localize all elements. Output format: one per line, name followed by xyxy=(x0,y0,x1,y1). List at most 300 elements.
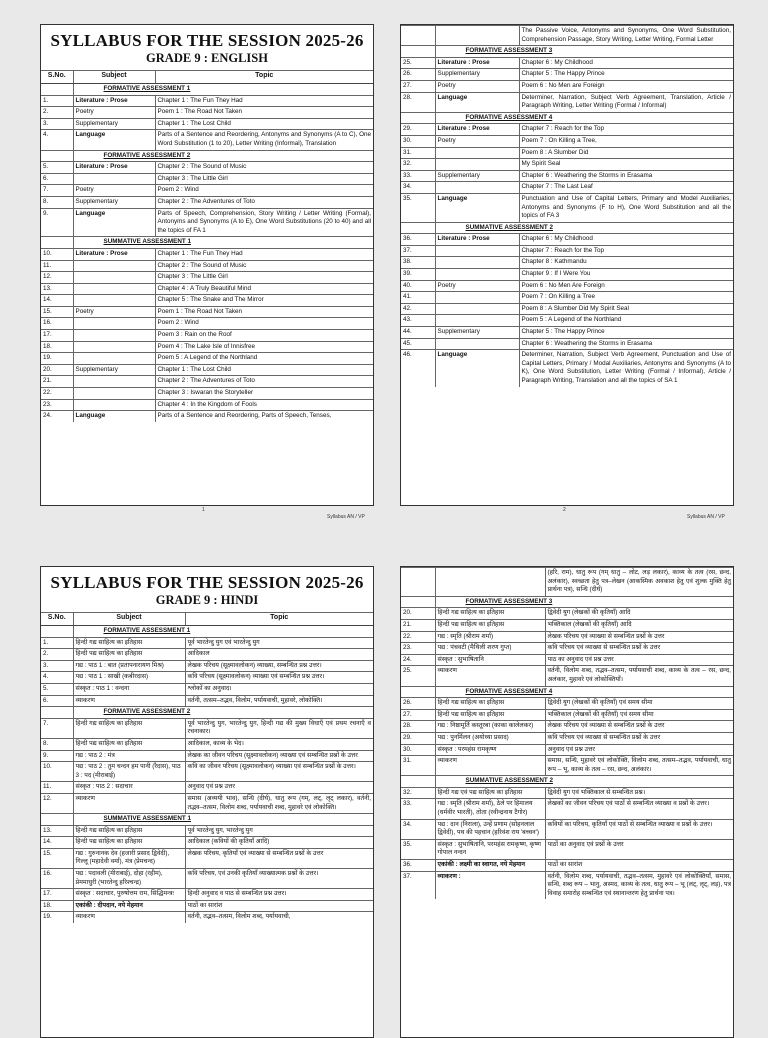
serial-number: 28. xyxy=(401,721,435,733)
table-row xyxy=(401,732,733,744)
table-row xyxy=(401,315,733,327)
table-row xyxy=(41,283,373,295)
table-row xyxy=(41,750,373,762)
serial-number: 35. xyxy=(401,839,435,859)
topic-cell: कवि परिचय, एवं उनकी कृतियाँ व्याख्यात्मक प्रश्नों के उत्तर। xyxy=(185,869,373,889)
syllabus-page-english-2 xyxy=(400,24,734,506)
table-row xyxy=(401,147,733,159)
topic-cell: पूर्व भारतेन्दु युग, भारतेन्दु युग xyxy=(185,825,373,837)
subject-cell: गद्य : पाठ 2 : मंत्र xyxy=(73,750,185,762)
header-subject: Subject xyxy=(73,71,155,84)
topic-cell: पाठों का सारांश xyxy=(185,900,373,912)
serial-number: 18. xyxy=(41,341,73,353)
syllabus-table xyxy=(41,70,373,422)
topic-cell: Chapter 1 : The Fun They Had xyxy=(155,95,373,107)
serial-number: 17. xyxy=(41,330,73,342)
serial-number: 20. xyxy=(401,608,435,620)
topic-cell: हिन्दी अनुवाद व पाठ से सम्बन्धित प्रश्न उत्तर। xyxy=(185,889,373,901)
topic-cell: लेखक परिचय, कृतियाँ एवं व्याख्या से सम्बन्धित प्रश्नों के उत्तर xyxy=(185,848,373,868)
table-row xyxy=(401,135,733,147)
table-row xyxy=(41,162,373,174)
subject-cell: पद्य : पाठ 1 : साखी (कबीरदास) xyxy=(73,672,185,684)
subject-cell: हिन्दी गद्य साहित्य का इतिहास xyxy=(73,637,185,649)
serial-number: 2. xyxy=(41,107,73,119)
serial-number: 13. xyxy=(41,825,73,837)
table-row xyxy=(41,399,373,411)
topic-cell: श्लोकों का अनुवाद। xyxy=(185,683,373,695)
table-row xyxy=(41,683,373,695)
topic-cell: Chapter 3 : The Little Girl xyxy=(155,272,373,284)
subject-cell xyxy=(435,26,519,46)
section-sno-cell xyxy=(41,626,73,638)
topic-cell: Parts of a Sentence and Reordering, Antonyms and Synonyms (A to C), One Word Substitution (1 to 20), Letter Writing (Informal), Translation xyxy=(155,130,373,150)
serial-number: 9. xyxy=(41,750,73,762)
table-row xyxy=(41,718,373,738)
subject-cell: व्याकरण xyxy=(73,695,185,707)
section-heading: SUMMATIVE ASSESSMENT 2 xyxy=(435,776,733,788)
topic-cell: Poem 1 : The Road Not Taken xyxy=(155,306,373,318)
table-row xyxy=(401,292,733,304)
subject-cell: व्याकरण xyxy=(435,666,545,686)
topic-cell: Chapter 9 : If I Were You xyxy=(519,269,733,281)
table-row xyxy=(401,608,733,620)
table-row xyxy=(401,327,733,339)
topic-cell: कवि का जीवन परिचय (सूक्ष्मावलोकन) व्याख्या एवं सम्बन्धित प्रश्नों के उत्तर। xyxy=(185,762,373,782)
topic-cell: Chapter 5 : The Snake and The Mirror xyxy=(155,295,373,307)
section-heading-row xyxy=(401,596,733,608)
subject-cell xyxy=(435,568,545,597)
serial-number: 10. xyxy=(41,762,73,782)
serial-number: 18. xyxy=(41,900,73,912)
subject-cell: संस्कृत : पाठ 2 : सदाचार xyxy=(73,782,185,794)
table-row xyxy=(41,388,373,400)
topic-cell: Chapter 6 : Weathering the Storms in Erasama xyxy=(519,338,733,350)
topic-cell: Chapter 2 : The Adventures of Toto xyxy=(155,376,373,388)
serial-number: 1. xyxy=(41,95,73,107)
table-row xyxy=(41,353,373,365)
serial-number: 30. xyxy=(401,135,435,147)
syllabus-page-hindi-2 xyxy=(400,566,734,1038)
subject-cell: संस्कृत : सुभाषितानि xyxy=(435,654,545,666)
subject-cell: व्याकरण : xyxy=(435,871,545,899)
section-sno-cell xyxy=(41,150,73,162)
table-row xyxy=(41,637,373,649)
serial-number: 17. xyxy=(41,889,73,901)
page-subtitle: GRADE 9 : HINDI xyxy=(155,593,259,607)
table-row xyxy=(401,654,733,666)
section-heading-row xyxy=(401,776,733,788)
topic-cell: Chapter 7 : Reach for the Top xyxy=(519,245,733,257)
subject-cell xyxy=(435,269,519,281)
serial-number: 20. xyxy=(41,364,73,376)
serial-number: 43. xyxy=(401,315,435,327)
topic-cell: द्विवेदी युग (लेखकों की कृतियाँ) एवं समय सीमा xyxy=(545,698,733,710)
page-footer: Syllabus AN / VP xyxy=(327,514,365,520)
subject-cell xyxy=(73,353,155,365)
subject-cell: Literature : Prose xyxy=(435,124,519,136)
table-row xyxy=(41,889,373,901)
page-number: 1 xyxy=(202,507,205,513)
section-heading: FORMATIVE ASSESSMENT 1 xyxy=(73,626,373,638)
page-title: SYLLABUS FOR THE SESSION 2025-26 xyxy=(50,31,364,50)
serial-number: 7. xyxy=(41,718,73,738)
topic-cell: पूर्व भारतेन्दु युग, भारतेन्दु युग, हिन्दी गद्य की मुख्य विधाएँ एवं प्रथम रचनाएँ व रचनाकार। xyxy=(185,718,373,738)
topic-cell: Poem 1 : The Road Not Taken xyxy=(155,107,373,119)
table-row xyxy=(401,57,733,69)
serial-number: 9. xyxy=(41,208,73,237)
section-sno-cell xyxy=(401,596,435,608)
topic-cell: Poem 7 : On Killing a Tree, xyxy=(519,135,733,147)
subject-cell xyxy=(435,315,519,327)
serial-number: 24. xyxy=(41,411,73,422)
serial-number: 32. xyxy=(401,787,435,799)
table-row xyxy=(401,92,733,112)
topic-cell: द्विवेदी युग (लेखकों की कृतियाँ) आदि xyxy=(545,608,733,620)
topic-cell: Chapter 6 : My Childhood xyxy=(519,234,733,246)
subject-cell: Supplementary xyxy=(435,327,519,339)
subject-cell: Supplementary xyxy=(73,196,155,208)
topic-cell: Poem 6 : No Men Are Foreign xyxy=(519,280,733,292)
serial-number: 6. xyxy=(41,173,73,185)
serial-number: 31. xyxy=(401,147,435,159)
section-sno-cell xyxy=(41,237,73,249)
page-subtitle: GRADE 9 : ENGLISH xyxy=(146,51,268,65)
section-heading-row xyxy=(41,707,373,719)
serial-number: 37. xyxy=(401,871,435,899)
subject-cell: Poetry xyxy=(435,280,519,292)
table-row xyxy=(41,848,373,868)
syllabus-table xyxy=(401,25,733,387)
subject-cell: हिन्दी पद्य साहित्य का इतिहास xyxy=(435,709,545,721)
serial-number: 31. xyxy=(401,756,435,776)
serial-number: 4. xyxy=(41,130,73,150)
serial-number: 36. xyxy=(401,234,435,246)
topic-cell: वर्तनी, विलोम शब्द, तद्भव–तत्सम, पर्यायवाची शब्द, काव्य के तत्व – रस, छन्द, अलंकार, मुहावरे एवं लोकोक्तियाँ। xyxy=(545,666,733,686)
table-row xyxy=(41,95,373,107)
syllabus-table xyxy=(401,567,733,899)
table-row xyxy=(401,721,733,733)
topic-cell: Parts of Speech, Comprehension, Story Writing / Letter Writing (Formal), Antonyms and Synonyms (A to E), One Word Substitutions (20 to 40) and all the topics of FA 1 xyxy=(155,208,373,237)
serial-number: 16. xyxy=(41,869,73,889)
subject-cell: Literature : Prose xyxy=(435,57,519,69)
section-sno-cell xyxy=(41,84,73,96)
table-row xyxy=(41,376,373,388)
serial-number: 6. xyxy=(41,695,73,707)
topic-cell: Chapter 3 : Iswaran the Storyteller xyxy=(155,388,373,400)
subject-cell: हिन्दी गद्य साहित्य का इतिहास xyxy=(73,825,185,837)
table-row xyxy=(401,643,733,655)
serial-number: 42. xyxy=(401,303,435,315)
subject-cell xyxy=(73,318,155,330)
table-row xyxy=(401,338,733,350)
topic-cell: Chapter 7 : The Last Leaf xyxy=(519,182,733,194)
serial-number: 3. xyxy=(41,118,73,130)
section-sno-cell xyxy=(41,814,73,826)
serial-number: 25. xyxy=(401,666,435,686)
section-sno-cell xyxy=(401,112,435,124)
serial-number: 21. xyxy=(41,376,73,388)
subject-cell xyxy=(435,147,519,159)
serial-number: 5. xyxy=(41,683,73,695)
subject-cell: एकांकी : दीपदान, नये मेहमान xyxy=(73,900,185,912)
topic-cell: आदिकाल (कवियों की कृतियाँ आदि) xyxy=(185,837,373,849)
table-row xyxy=(41,825,373,837)
topic-cell: Chapter 2 : The Adventures of Toto xyxy=(155,196,373,208)
table-row xyxy=(401,257,733,269)
topic-cell: Chapter 1 : The Lost Child xyxy=(155,364,373,376)
table-row xyxy=(41,196,373,208)
section-heading-row xyxy=(401,686,733,698)
subject-cell: व्याकरण xyxy=(73,912,185,923)
serial-number: 8. xyxy=(41,196,73,208)
table-row xyxy=(401,631,733,643)
serial-number: 14. xyxy=(41,837,73,849)
table-row xyxy=(401,193,733,222)
serial-number: 27. xyxy=(401,709,435,721)
topic-cell: Chapter 4 : In the Kingdom of Fools xyxy=(155,399,373,411)
serial-number: 1. xyxy=(41,637,73,649)
table-row xyxy=(401,69,733,81)
subject-cell: व्याकरण xyxy=(73,793,185,813)
topic-cell: कवियों का परिचय, कृतियाँ एवं पाठों से सम्बन्धित व्याख्या व प्रश्नों के उत्तर। xyxy=(545,819,733,839)
subject-cell: गद्य : निष्ठामूर्ति कस्तूरबा (काका कालेलकर) xyxy=(435,721,545,733)
header-sno: S.No. xyxy=(41,71,73,84)
subject-cell: हिन्दी गद्य साहित्य का इतिहास xyxy=(435,608,545,620)
subject-cell xyxy=(435,159,519,171)
topic-cell: पाठ का अनुवाद एवं प्रश्न उत्तर xyxy=(545,654,733,666)
table-row xyxy=(401,709,733,721)
serial-number: 46. xyxy=(401,350,435,387)
subject-cell: Poetry xyxy=(435,80,519,92)
table-row xyxy=(41,272,373,284)
table-row xyxy=(41,762,373,782)
subject-cell xyxy=(73,399,155,411)
serial-number: 27. xyxy=(401,80,435,92)
topic-cell: Poem 2 : Wind xyxy=(155,185,373,197)
topic-cell: लेखक का जीवन परिचय (सूक्ष्मावलोकन) व्याख्या एवं सम्बन्धित प्रश्नों के उत्तर xyxy=(185,750,373,762)
section-heading: FORMATIVE ASSESSMENT 3 xyxy=(435,46,733,58)
header-topic: Topic xyxy=(155,71,373,84)
subject-cell: संस्कृत : सुभाषितानि, परमहंस रामकृष्ण, कृष्ण गोपाल नन्दन xyxy=(435,839,545,859)
topic-cell: Determiner, Narration, Subject Verb Agreement, Punctuation and Use of Capital Letters, Primary / Modal Auxiliaries, Antonyms and Synonyms (A to K), One Word Substitution, Letter Writing (Formal / Informal), Article / Paragraph Writing, Translation and all the topics of SA 1 xyxy=(519,350,733,387)
subject-cell: संस्कृत : सदाचार, पुरुषोत्तम राम, सिद्धिमन्त्रः xyxy=(73,889,185,901)
table-row xyxy=(401,280,733,292)
topic-cell: Poem 6 : No Men are Foreign xyxy=(519,80,733,92)
page-number: 2 xyxy=(563,507,566,513)
table-row xyxy=(41,900,373,912)
topic-cell: (हरि, राम), धातु रूप (गम् धातु – लोट, लड़ लकार), काव्य के तत्व (रस, छन्द, अलंकार), स्वच्छता हेतु पत्र–लेखन (आकस्मिक अवकाश हेतु एवं शुल्क मुक्ति हेतु प्रार्थना पत्र), सन्धि (दीर्घ) xyxy=(545,568,733,597)
serial-number: 11. xyxy=(41,260,73,272)
section-sno-cell xyxy=(401,46,435,58)
subject-cell xyxy=(73,173,155,185)
topic-cell: अनुवाद एवं प्रश्न उत्तर xyxy=(545,744,733,756)
table-row xyxy=(41,660,373,672)
serial-number: 29. xyxy=(401,732,435,744)
topic-cell: Chapter 1 : The Fun They Had xyxy=(155,248,373,260)
section-heading: FORMATIVE ASSESSMENT 4 xyxy=(435,686,733,698)
serial-number: 4. xyxy=(41,672,73,684)
subject-cell: Language xyxy=(435,92,519,112)
table-row xyxy=(41,782,373,794)
topic-cell: My Spirit Seal xyxy=(519,159,733,171)
section-heading: SUMMATIVE ASSESSMENT 1 xyxy=(73,237,373,249)
topic-cell: Chapter 2 : The Sound of Music xyxy=(155,260,373,272)
topic-cell: भक्तिकाल (लेखकों की कृतियाँ) एवं समय सीमा xyxy=(545,709,733,721)
subject-cell xyxy=(73,330,155,342)
topic-cell: Chapter 2 : The Sound of Music xyxy=(155,162,373,174)
table-row xyxy=(401,819,733,839)
section-heading: FORMATIVE ASSESSMENT 1 xyxy=(73,84,373,96)
subject-cell xyxy=(435,292,519,304)
table-row xyxy=(41,837,373,849)
subject-cell: हिन्दी गद्य साहित्य का इतिहास xyxy=(73,718,185,738)
page-title: SYLLABUS FOR THE SESSION 2025-26 xyxy=(50,573,364,592)
table-row xyxy=(41,130,373,150)
serial-number: 34. xyxy=(401,182,435,194)
section-sno-cell xyxy=(401,776,435,788)
subject-cell: पद्य : पुनर्मिलन (अयोध्या प्रसाद) xyxy=(435,732,545,744)
section-heading: FORMATIVE ASSESSMENT 2 xyxy=(73,707,373,719)
topic-cell: Chapter 6 : My Childhood xyxy=(519,57,733,69)
table-row xyxy=(41,306,373,318)
table-row xyxy=(401,26,733,46)
topic-cell: Poem 5 : A Legend of the Northland xyxy=(519,315,733,327)
table-row xyxy=(41,912,373,923)
table-row xyxy=(41,869,373,889)
serial-number: 21. xyxy=(401,619,435,631)
serial-number: 7. xyxy=(41,185,73,197)
subject-cell: गद्य : पाठ 1 : बात (प्रतापनारायण मिश्र) xyxy=(73,660,185,672)
section-heading-row xyxy=(41,814,373,826)
table-row xyxy=(401,799,733,819)
serial-number: 19. xyxy=(41,353,73,365)
serial-number: 26. xyxy=(401,69,435,81)
subject-cell: Poetry xyxy=(435,135,519,147)
topic-cell: Chapter 5 : The Happy Prince xyxy=(519,69,733,81)
serial-number: 41. xyxy=(401,292,435,304)
serial-number: 16. xyxy=(41,318,73,330)
serial-number: 19. xyxy=(41,912,73,923)
serial-number: 45. xyxy=(401,338,435,350)
subject-cell: Poetry xyxy=(73,185,155,197)
table-row xyxy=(401,269,733,281)
table-row xyxy=(401,350,733,387)
serial-number: 15. xyxy=(41,306,73,318)
serial-number: 3. xyxy=(41,660,73,672)
header-subject: Subject xyxy=(73,613,185,626)
section-sno-cell xyxy=(41,707,73,719)
topic-cell: Poem 2 : Wind xyxy=(155,318,373,330)
serial-number: 37. xyxy=(401,245,435,257)
topic-cell: Determiner, Narration, Subject Verb Agreement, Translation, Article / Paragraph Writing, Letter Writing (Formal / Informal) xyxy=(519,92,733,112)
section-heading: SUMMATIVE ASSESSMENT 1 xyxy=(73,814,373,826)
subject-cell xyxy=(73,388,155,400)
table-row xyxy=(41,118,373,130)
table-row xyxy=(401,245,733,257)
topic-cell: लेखक परिचय एवं व्याख्या से सम्बन्धित प्रश्नों के उत्तर xyxy=(545,631,733,643)
topic-cell: Chapter 8 : Kathmandu xyxy=(519,257,733,269)
section-heading-row xyxy=(41,84,373,96)
section-sno-cell xyxy=(401,686,435,698)
subject-cell: Supplementary xyxy=(435,170,519,182)
table-row xyxy=(41,793,373,813)
table-row xyxy=(401,303,733,315)
serial-number: 38. xyxy=(401,257,435,269)
table-row xyxy=(41,318,373,330)
subject-cell: Language xyxy=(73,130,155,150)
subject-cell: संस्कृत : परमहंस रामकृष्ण xyxy=(435,744,545,756)
serial-number: 29. xyxy=(401,124,435,136)
subject-cell xyxy=(73,283,155,295)
subject-cell xyxy=(435,338,519,350)
serial-number: 14. xyxy=(41,295,73,307)
table-row xyxy=(41,208,373,237)
serial-number: 22. xyxy=(41,388,73,400)
table-row xyxy=(401,182,733,194)
topic-cell: भक्तिकाल (लेखकों की कृतियाँ) आदि xyxy=(545,619,733,631)
table-row xyxy=(401,170,733,182)
table-row xyxy=(401,568,733,597)
table-row xyxy=(41,330,373,342)
syllabus-page-hindi-1 xyxy=(40,566,374,1038)
table-row xyxy=(401,744,733,756)
serial-number: 36. xyxy=(401,860,435,872)
subject-cell: Language xyxy=(73,411,155,422)
subject-cell: गद्य : स्मृति (श्रीराम शर्मा), ठेले पर हिमालय (धर्मवीर भारती), तोता (रवीन्द्रनाथ टैगोर) xyxy=(435,799,545,819)
table-row xyxy=(41,341,373,353)
table-row xyxy=(401,666,733,686)
page-footer: Syllabus AN / VP xyxy=(687,514,725,520)
topic-cell: समास (अव्ययी भाव), सन्धि (दीर्घ), धातु रूप (गम्, लट्, लृट् लकार), वर्तनी, तद्भव–तत्सम, विलोम शब्द, पर्यायवाची शब्द, मुहावरे एवं लोकोक्ति। xyxy=(185,793,373,813)
serial-number: 39. xyxy=(401,269,435,281)
topic-cell: कवि परिचय एवं व्याख्या से सम्बन्धित प्रश्नों के उत्तर xyxy=(545,643,733,655)
subject-cell: Language xyxy=(435,350,519,387)
subject-cell: Literature : Prose xyxy=(73,162,155,174)
topic-cell: लेखक परिचय एवं व्याख्या से सम्बन्धित प्रश्नों के उत्तर xyxy=(545,721,733,733)
subject-cell: Poetry xyxy=(73,306,155,318)
serial-number: 25. xyxy=(401,57,435,69)
topic-cell: समास, सन्धि, मुहावरे एवं लोकोक्ति, विलोम शब्द, तत्सम–तद्भव, पर्यायवाची, धातु रूप – भू, काव्य के तत्व – रस, छन्द, अलंकार। xyxy=(545,756,733,776)
subject-cell xyxy=(73,295,155,307)
topic-cell: आदिकाल xyxy=(185,649,373,661)
table-row xyxy=(401,787,733,799)
subject-cell: Supplementary xyxy=(435,69,519,81)
table-row xyxy=(401,698,733,710)
topic-cell: वर्तनी, तत्सम–तद्भव, विलोम, पर्यायवाची, मुहावरे, लोकोक्ति। xyxy=(185,695,373,707)
subject-cell: एकांकी : लक्ष्मी का स्वागत, नये मेहमान xyxy=(435,860,545,872)
syllabus-table xyxy=(41,612,373,923)
topic-cell: वर्तनी, तद्भव–तत्सम, विलोम शब्द, पर्यायवाची, xyxy=(185,912,373,923)
subject-cell: Supplementary xyxy=(73,364,155,376)
topic-cell: लेखकों का जीवन परिचय एवं पाठों से सम्बन्धित व्याख्या व प्रश्नों के उत्तर। xyxy=(545,799,733,819)
table-row xyxy=(41,248,373,260)
topic-cell: द्विवेदी युग एवं भक्तिकाल से सम्बन्धित प्रश्न। xyxy=(545,787,733,799)
serial-number: 22. xyxy=(401,631,435,643)
topic-cell: Poem 5 : A Legend of the Northland xyxy=(155,353,373,365)
serial-number: 24. xyxy=(401,654,435,666)
table-row xyxy=(41,649,373,661)
syllabus-page-english-1 xyxy=(40,24,374,506)
subject-cell: हिन्दी गद्य एवं पद्य साहित्य का इतिहास xyxy=(435,787,545,799)
topic-cell: पाठों का सारांश xyxy=(545,860,733,872)
subject-cell xyxy=(73,272,155,284)
topic-cell: Chapter 5 : The Happy Prince xyxy=(519,327,733,339)
subject-cell: हिन्दी पद्य साहित्य का इतिहास xyxy=(73,837,185,849)
topic-cell: कवि परिचय (सूक्ष्मावलोकन) व्याख्या एवं सम्बन्धित प्रश्न उत्तर। xyxy=(185,672,373,684)
section-heading-row xyxy=(41,237,373,249)
subject-cell: Language xyxy=(435,193,519,222)
subject-cell: Language xyxy=(73,208,155,237)
